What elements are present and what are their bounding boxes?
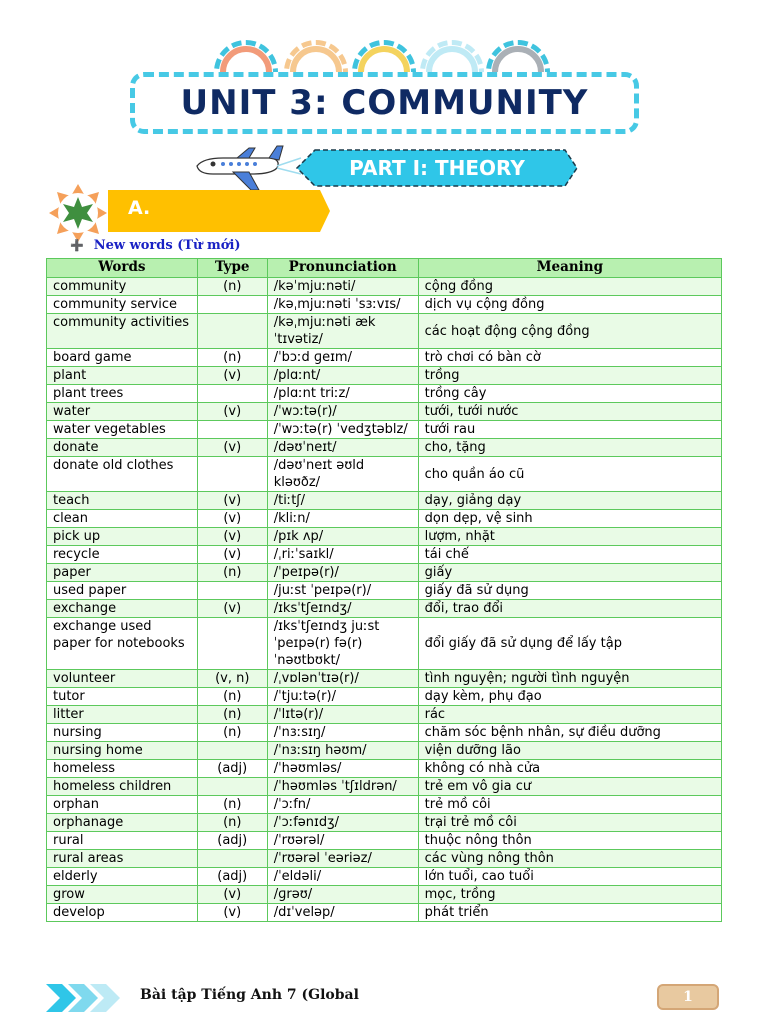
- meaning-cell: rác: [418, 706, 721, 724]
- column-header-meaning: Meaning: [418, 259, 721, 278]
- word-cell: orphanage: [47, 814, 198, 832]
- meaning-cell: đổi giấy đã sử dụng để lấy tập: [418, 618, 721, 670]
- table-row: [47, 814, 722, 832]
- meaning-cell: trồng: [418, 367, 721, 385]
- meaning-cell: dọn dẹp, vệ sinh: [418, 510, 721, 528]
- table-row: [47, 600, 722, 618]
- meaning-cell: tái chế: [418, 546, 721, 564]
- column-header-pronunciation: Pronunciation: [267, 259, 418, 278]
- pronunciation-cell: /ˈhəʊmləs/: [267, 760, 418, 778]
- type-cell: (n): [197, 278, 267, 296]
- pronunciation-cell: /plɑːnt/: [267, 367, 418, 385]
- meaning-cell: tưới, tưới nước: [418, 403, 721, 421]
- pronunciation-cell: /ˈrʊərəl/: [267, 832, 418, 850]
- pronunciation-cell: /ˈnɜːsɪŋ/: [267, 724, 418, 742]
- table-row: [47, 564, 722, 582]
- pronunciation-cell: /ˈbɔːd ɡeɪm/: [267, 349, 418, 367]
- type-cell: (v): [197, 367, 267, 385]
- page-number: 1: [683, 989, 693, 1005]
- table-row: [47, 528, 722, 546]
- word-cell: clean: [47, 510, 198, 528]
- unit-title: UNIT 3: COMMUNITY: [180, 83, 589, 123]
- meaning-cell: phát triển: [418, 904, 721, 922]
- type-cell: (v): [197, 886, 267, 904]
- meaning-cell: cộng đồng: [418, 278, 721, 296]
- meaning-cell: mọc, trồng: [418, 886, 721, 904]
- pronunciation-cell: /kəˈmjuːnəti/: [267, 278, 418, 296]
- type-cell: (n): [197, 814, 267, 832]
- part-banner: [295, 148, 579, 188]
- table-row: [47, 421, 722, 439]
- table-row: [47, 492, 722, 510]
- pronunciation-cell: /ˈrʊərəl ˈeəriəz/: [267, 850, 418, 868]
- meaning-cell: dịch vụ cộng đồng: [418, 296, 721, 314]
- word-cell: litter: [47, 706, 198, 724]
- word-cell: homeless children: [47, 778, 198, 796]
- pronunciation-cell: /ɪksˈtʃeɪndʒ juːst ˈpeɪpə(r) fə(r) ˈnəʊtbʊkt/: [267, 618, 418, 670]
- word-cell: grow: [47, 886, 198, 904]
- table-row: [47, 670, 722, 688]
- word-cell: paper: [47, 564, 198, 582]
- meaning-cell: thuộc nông thôn: [418, 832, 721, 850]
- word-cell: donate old clothes: [47, 457, 198, 492]
- word-cell: homeless: [47, 760, 198, 778]
- new-words-label: New words (Từ mới): [93, 238, 241, 253]
- footer-book-title: Bài tập Tiếng Anh 7 (Global: [140, 987, 359, 1003]
- word-cell: donate: [47, 439, 198, 457]
- part-title: PART I: THEORY: [349, 156, 525, 180]
- word-cell: exchange: [47, 600, 198, 618]
- meaning-cell: trẻ em vô gia cư: [418, 778, 721, 796]
- table-row: [47, 457, 722, 492]
- table-header-row: [47, 259, 722, 278]
- airplane-icon: [193, 144, 303, 192]
- table-row: [47, 510, 722, 528]
- pronunciation-cell: /ˈwɔːtə(r) ˈvedʒtəblz/: [267, 421, 418, 439]
- table-row: [47, 278, 722, 296]
- pronunciation-cell: /kəˌmjuːnəti æk ˈtɪvətiz/: [267, 314, 418, 349]
- type-cell: (v): [197, 600, 267, 618]
- word-cell: develop: [47, 904, 198, 922]
- pronunciation-cell: /ˈɔːfn/: [267, 796, 418, 814]
- pronunciation-cell: /ɪksˈtʃeɪndʒ/: [267, 600, 418, 618]
- type-cell: (v): [197, 546, 267, 564]
- type-cell: (n): [197, 564, 267, 582]
- table-row: [47, 314, 722, 349]
- type-cell: (adj): [197, 832, 267, 850]
- type-cell: [197, 457, 267, 492]
- meaning-cell: tình nguyện; người tình nguyện: [418, 670, 721, 688]
- pronunciation-cell: /ˈwɔːtə(r)/: [267, 403, 418, 421]
- type-cell: (adj): [197, 868, 267, 886]
- pronunciation-cell: /ˈɔːfənɪdʒ/: [267, 814, 418, 832]
- pronunciation-cell: /juːst ˈpeɪpə(r)/: [267, 582, 418, 600]
- type-cell: (v): [197, 528, 267, 546]
- type-cell: [197, 385, 267, 403]
- pronunciation-cell: /ˈtjuːtə(r)/: [267, 688, 418, 706]
- meaning-cell: dạy kèm, phụ đạo: [418, 688, 721, 706]
- new-words-heading: [70, 238, 241, 253]
- meaning-cell: các hoạt động cộng đồng: [418, 314, 721, 349]
- pronunciation-cell: /ˈpeɪpə(r)/: [267, 564, 418, 582]
- word-cell: tutor: [47, 688, 198, 706]
- word-cell: pick up: [47, 528, 198, 546]
- pronunciation-cell: /tiːtʃ/: [267, 492, 418, 510]
- flower-icon: [47, 182, 109, 244]
- table-row: [47, 367, 722, 385]
- section-label: A.: [128, 197, 151, 219]
- table-row: [47, 832, 722, 850]
- table-row: [47, 706, 722, 724]
- meaning-cell: trồng cây: [418, 385, 721, 403]
- table-row: [47, 385, 722, 403]
- type-cell: (n): [197, 706, 267, 724]
- word-cell: rural areas: [47, 850, 198, 868]
- word-cell: rural: [47, 832, 198, 850]
- type-cell: [197, 742, 267, 760]
- page-number-badge: [657, 984, 719, 1010]
- table-row: [47, 778, 722, 796]
- type-cell: (v): [197, 439, 267, 457]
- type-cell: [197, 296, 267, 314]
- type-cell: (n): [197, 796, 267, 814]
- meaning-cell: lượm, nhặt: [418, 528, 721, 546]
- type-cell: [197, 314, 267, 349]
- pronunciation-cell: /dəʊˈneɪt/: [267, 439, 418, 457]
- meaning-cell: viện dưỡng lão: [418, 742, 721, 760]
- type-cell: (v): [197, 403, 267, 421]
- type-cell: [197, 421, 267, 439]
- word-cell: community: [47, 278, 198, 296]
- word-cell: recycle: [47, 546, 198, 564]
- word-cell: nursing home: [47, 742, 198, 760]
- meaning-cell: tưới rau: [418, 421, 721, 439]
- word-cell: water: [47, 403, 198, 421]
- type-cell: [197, 850, 267, 868]
- word-cell: nursing: [47, 724, 198, 742]
- type-cell: (n): [197, 349, 267, 367]
- meaning-cell: giấy đã sử dụng: [418, 582, 721, 600]
- pronunciation-cell: /ˈeldəli/: [267, 868, 418, 886]
- pronunciation-cell: /pɪk ʌp/: [267, 528, 418, 546]
- type-cell: [197, 582, 267, 600]
- word-cell: orphan: [47, 796, 198, 814]
- table-row: [47, 403, 722, 421]
- table-row: [47, 850, 722, 868]
- meaning-cell: trại trẻ mồ côi: [418, 814, 721, 832]
- table-row: [47, 868, 722, 886]
- meaning-cell: trẻ mồ côi: [418, 796, 721, 814]
- table-row: [47, 724, 722, 742]
- table-row: [47, 546, 722, 564]
- word-cell: teach: [47, 492, 198, 510]
- word-cell: exchange used paper for notebooks: [47, 618, 198, 670]
- pronunciation-cell: /ˌvɒlənˈtɪə(r)/: [267, 670, 418, 688]
- pronunciation-cell: /ˈhəʊmləs ˈtʃɪldrən/: [267, 778, 418, 796]
- vocabulary-table: [46, 258, 722, 922]
- type-cell: (v, n): [197, 670, 267, 688]
- word-cell: volunteer: [47, 670, 198, 688]
- pronunciation-cell: /dəʊˈneɪt əʊld kləʊðz/: [267, 457, 418, 492]
- pronunciation-cell: /ɡrəʊ/: [267, 886, 418, 904]
- meaning-cell: không có nhà cửa: [418, 760, 721, 778]
- column-header-words: Words: [47, 259, 198, 278]
- unit-title-box: [130, 72, 639, 134]
- pronunciation-cell: /plɑːnt triːz/: [267, 385, 418, 403]
- word-cell: plant: [47, 367, 198, 385]
- word-cell: community service: [47, 296, 198, 314]
- table-row: [47, 760, 722, 778]
- meaning-cell: cho quần áo cũ: [418, 457, 721, 492]
- table-row: [47, 349, 722, 367]
- pronunciation-cell: /ˈlɪtə(r)/: [267, 706, 418, 724]
- word-cell: elderly: [47, 868, 198, 886]
- pronunciation-cell: /ˌriːˈsaɪkl/: [267, 546, 418, 564]
- word-cell: plant trees: [47, 385, 198, 403]
- table-row: [47, 904, 722, 922]
- table-row: [47, 796, 722, 814]
- type-cell: (v): [197, 510, 267, 528]
- type-cell: (adj): [197, 760, 267, 778]
- table-row: [47, 742, 722, 760]
- table-row: [47, 439, 722, 457]
- meaning-cell: dạy, giảng dạy: [418, 492, 721, 510]
- pronunciation-cell: /dɪˈveləp/: [267, 904, 418, 922]
- meaning-cell: giấy: [418, 564, 721, 582]
- meaning-cell: trò chơi có bàn cờ: [418, 349, 721, 367]
- table-row: [47, 618, 722, 670]
- table-row: [47, 688, 722, 706]
- type-cell: (v): [197, 904, 267, 922]
- meaning-cell: đổi, trao đổi: [418, 600, 721, 618]
- word-cell: used paper: [47, 582, 198, 600]
- word-cell: community activities: [47, 314, 198, 349]
- type-cell: (n): [197, 688, 267, 706]
- meaning-cell: các vùng nông thôn: [418, 850, 721, 868]
- word-cell: board game: [47, 349, 198, 367]
- meaning-cell: chăm sóc bệnh nhân, sự điều dưỡng: [418, 724, 721, 742]
- meaning-cell: cho, tặng: [418, 439, 721, 457]
- arrow-bullet-icon: ➕: [70, 239, 84, 252]
- pronunciation-cell: /kəˌmjuːnəti ˈsɜːvɪs/: [267, 296, 418, 314]
- type-cell: [197, 618, 267, 670]
- word-cell: water vegetables: [47, 421, 198, 439]
- type-cell: [197, 778, 267, 796]
- column-header-type: Type: [197, 259, 267, 278]
- pronunciation-cell: /ˈnɜːsɪŋ həʊm/: [267, 742, 418, 760]
- pronunciation-cell: /kliːn/: [267, 510, 418, 528]
- table-row: [47, 886, 722, 904]
- meaning-cell: lớn tuổi, cao tuổi: [418, 868, 721, 886]
- type-cell: (n): [197, 724, 267, 742]
- chevron-arrows-icon: [46, 984, 126, 1012]
- table-row: [47, 296, 722, 314]
- table-row: [47, 582, 722, 600]
- type-cell: (v): [197, 492, 267, 510]
